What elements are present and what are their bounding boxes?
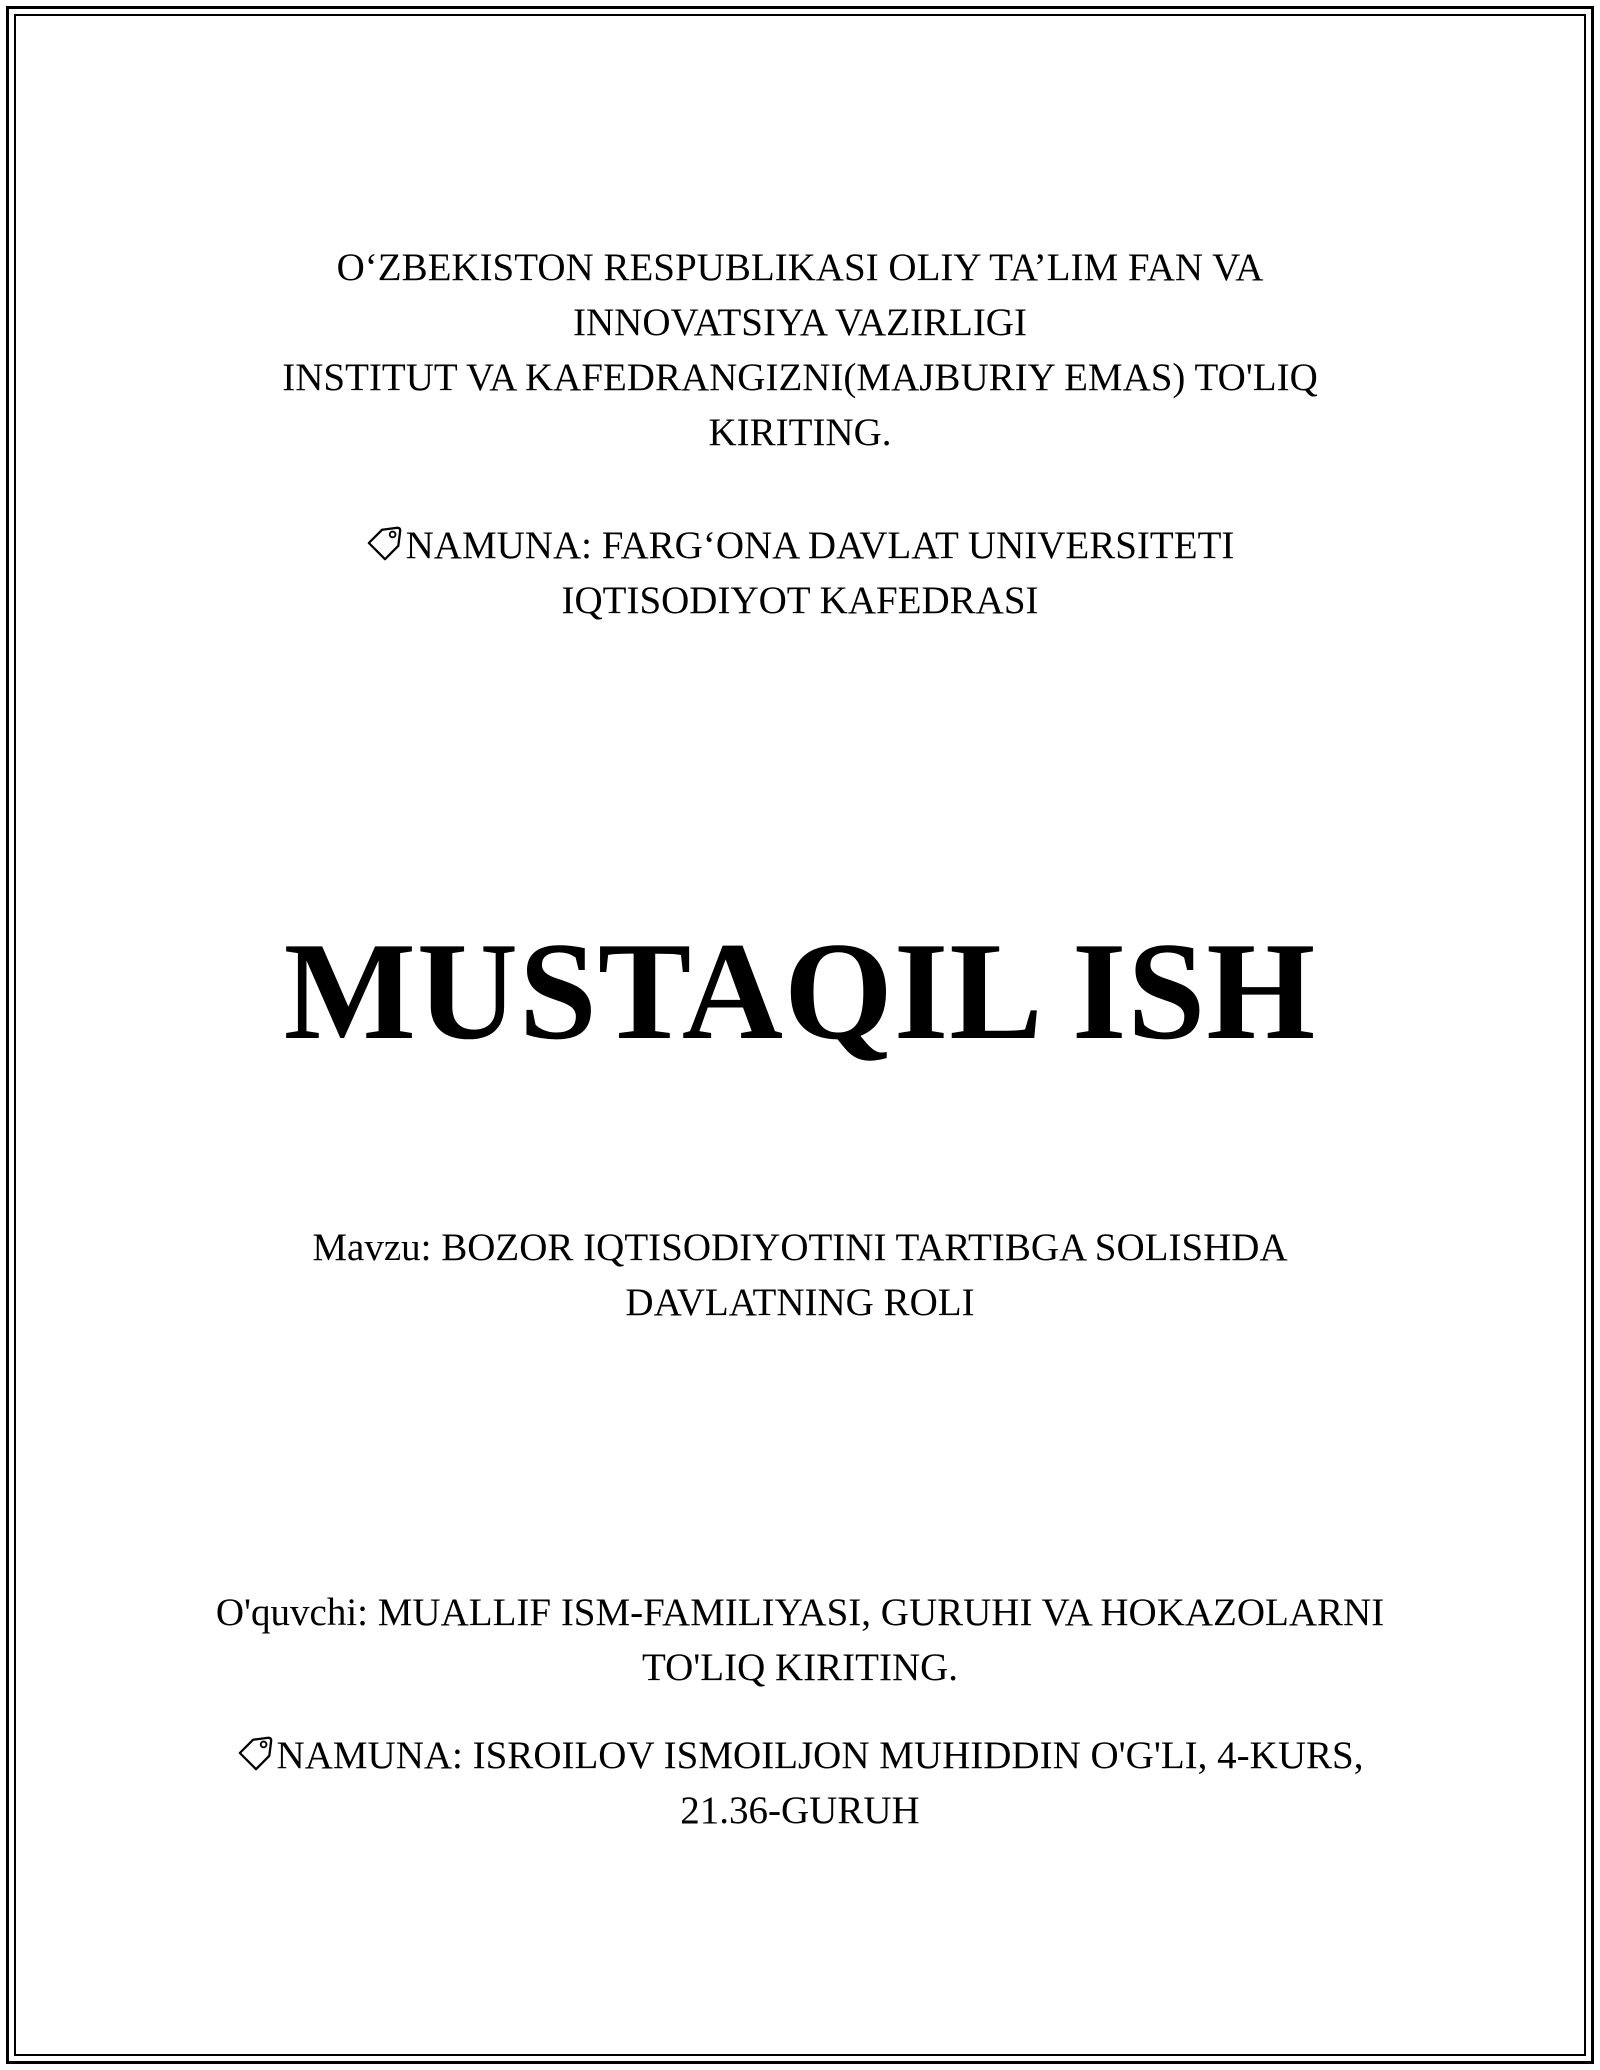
- topic-line-2: DAVLATNING ROLI: [625, 1281, 975, 1324]
- student-sample-line-2: 21.36-GURUH: [680, 1789, 920, 1832]
- ministry-line-2: INNOVATSIYA VAZIRLIGI: [573, 301, 1027, 344]
- institute-sample-text: NAMUNA: FARG‘ONA DAVLAT UNIVERSITETI: [405, 524, 1235, 567]
- institute-sample: [0, 518, 1600, 628]
- student-sample: [0, 1728, 1600, 1838]
- institute-prompt-line-1: INSTITUT VA KAFEDRANGIZNI(MAJBURIY EMAS) TO'LIQ: [282, 356, 1318, 399]
- student-line-1: O'quvchi: MUALLIF ISM-FAMILIYASI, GURUHI VA HOKAZOLARNI: [215, 1591, 1385, 1634]
- ministry-line-1: O‘ZBEKISTON RESPUBLIKASI OLIY TA’LIM FAN VA: [336, 246, 1264, 289]
- student-info: [0, 1585, 1600, 1695]
- institute-prompt-line-2: KIRITING.: [708, 411, 892, 454]
- topic: [0, 1220, 1600, 1330]
- student-sample-line-1: [0, 1728, 1600, 1783]
- tag-icon: [237, 1734, 275, 1772]
- topic-line-1: Mavzu: BOZOR IQTISODIYOTINI TARTIBGA SOLISHDA: [312, 1226, 1288, 1269]
- tag-icon: [366, 524, 404, 562]
- document-title: MUSTAQIL ISH: [283, 914, 1317, 1069]
- institute-sample-line-1: [0, 518, 1600, 573]
- student-line-2: TO'LIQ KIRITING.: [641, 1646, 959, 1689]
- ministry-header: [0, 240, 1600, 460]
- student-sample-text: NAMUNA: ISROILOV ISMOILJON MUHIDDIN O'G'LI, 4-KURS,: [276, 1734, 1364, 1777]
- institute-sample-line-2: IQTISODIYOT KAFEDRASI: [561, 579, 1039, 622]
